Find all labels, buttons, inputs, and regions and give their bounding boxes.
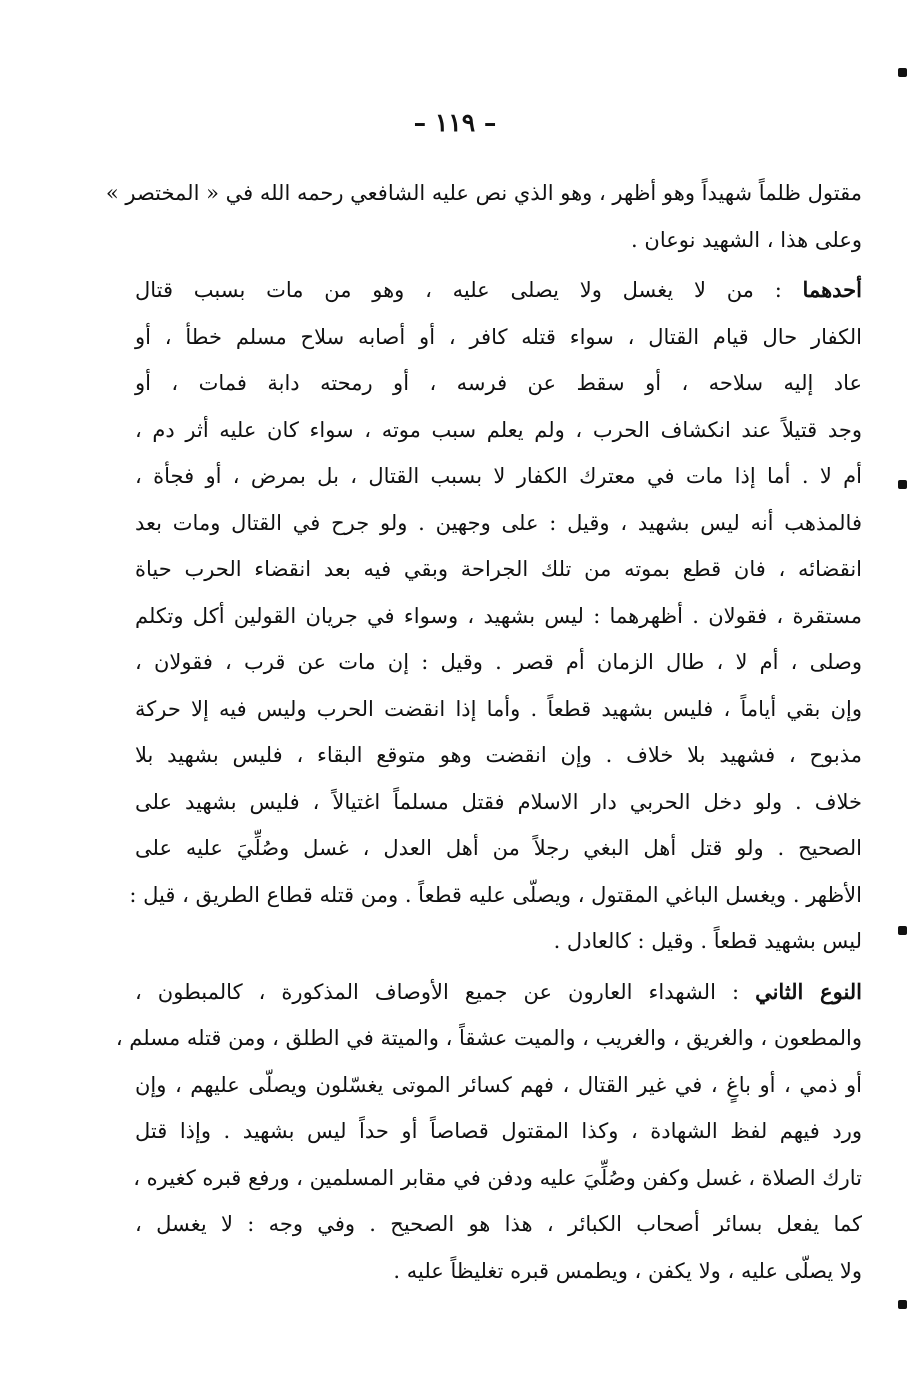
text-line: الأظهر . ويغسل الباغي المقتول ، ويصلّى عليه قطعاً . ومن قتله قطاع الطريق ، قيل :	[129, 882, 862, 907]
text-line: وعلى هذا ، الشهيد نوعان .	[631, 227, 862, 252]
body-text	[105, 170, 863, 1294]
scan-mark	[898, 926, 907, 935]
text-line: انقضائه ، فان قطع بموته من تلك الجراحة وبقي فيه بعد انقضاء الحرب حياة	[135, 557, 862, 581]
section-heading: النوع الثاني	[755, 978, 863, 1004]
text-line: خلاف . ولو دخل الحربي دار الاسلام فقتل مسلماً اغتيالاً ، فليس بشهيد على	[135, 789, 862, 814]
page-number: – ١١٩ –	[413, 108, 497, 137]
text-span: : من لا يغسل ولا يصلى عليه ، وهو من مات بسبب قتال	[135, 278, 782, 302]
text-line: الصحيح . ولو قتل أهل البغي رجلاً من أهل العدل ، غسل وصُلِّيَ عليه على	[135, 836, 862, 860]
text-line: أم لا . أما إذا مات في معترك الكفار لا بسبب القتال ، بل بمرض ، أو فجأة ،	[135, 464, 862, 488]
text-line: عاد إليه سلاحه ، أو سقط عن فرسه ، أو رمحته دابة فمات ، أو	[135, 371, 862, 395]
text-line	[135, 969, 862, 1016]
text-line: وجد قتيلاً عند انكشاف الحرب ، ولم يعلم سبب موته ، سواء كان عليه أثر دم ،	[135, 417, 862, 442]
text-line: كما يفعل بسائر أصحاب الكبائر ، هذا هو الصحيح . وفي وجه : لا يغسل ،	[135, 1212, 862, 1236]
text-line: أو ذمي ، أو باغٍ ، في غير القتال ، فهم كسائر الموتى يغسّلون ويصلّى عليهم ، وإن	[135, 1072, 862, 1097]
section-heading: أحدهما	[802, 277, 862, 302]
text-line: مقتول ظلماً شهيداً وهو أظهر ، وهو الذي نص عليه الشافعي رحمه الله في « المختصر »	[105, 181, 862, 205]
text-line: الكفار حال قيام القتال ، سواء قتله كافر ، أو أصابه سلاح مسلم خطأ ، أو	[135, 324, 862, 349]
text-span: : الشهداء العارون عن جميع الأوصاف المذكورة ، كالمبطون ،	[135, 979, 740, 1004]
text-line: فالمذهب أنه ليس بشهيد ، وقيل : على وجهين . ولو جرح في القتال ومات بعد	[135, 510, 862, 535]
text-line: تارك الصلاة ، غسل وكفن وصُلِّيَ عليه ودفن في مقابر المسلمين ، ورفع قبره كغيره ،	[133, 1165, 862, 1190]
scan-mark	[898, 68, 907, 77]
text-line: مستقرة ، فقولان . أظهرهما : ليس بشهيد ، وسواء في جريان القولين أكل وتكلم	[135, 603, 862, 628]
text-line	[135, 267, 862, 314]
text-line: وصلى ، أم لا ، طال الزمان أم قصر . وقيل : إن مات عن قرب ، فقولان ،	[135, 650, 862, 674]
scan-mark	[898, 1300, 907, 1309]
scan-mark	[898, 480, 907, 489]
text-line: ليس بشهيد قطعاً . وقيل : كالعادل .	[553, 929, 862, 953]
text-line: وإن بقي أياماً ، فليس بشهيد قطعاً . وأما إذا انقضت الحرب وليس فيه إلا حركة	[135, 696, 862, 721]
text-line: ولا يصلّى عليه ، ولا يكفن ، ويطمس قبره تغليظاً عليه .	[393, 1258, 862, 1283]
text-line: مذبوح ، فشهيد بلا خلاف . وإن انقضت وهو متوقع البقاء ، فليس بشهيد بلا	[135, 743, 862, 767]
text-line: والمطعون ، والغريق ، والغريب ، والميت عشقاً ، والميتة في الطلق ، ومن قتله مسلم ،	[115, 1026, 862, 1050]
text-line: ورد فيهم لفظ الشهادة ، وكذا المقتول قصاصاً أو حداً ليس بشهيد . وإذا قتل	[135, 1119, 862, 1143]
